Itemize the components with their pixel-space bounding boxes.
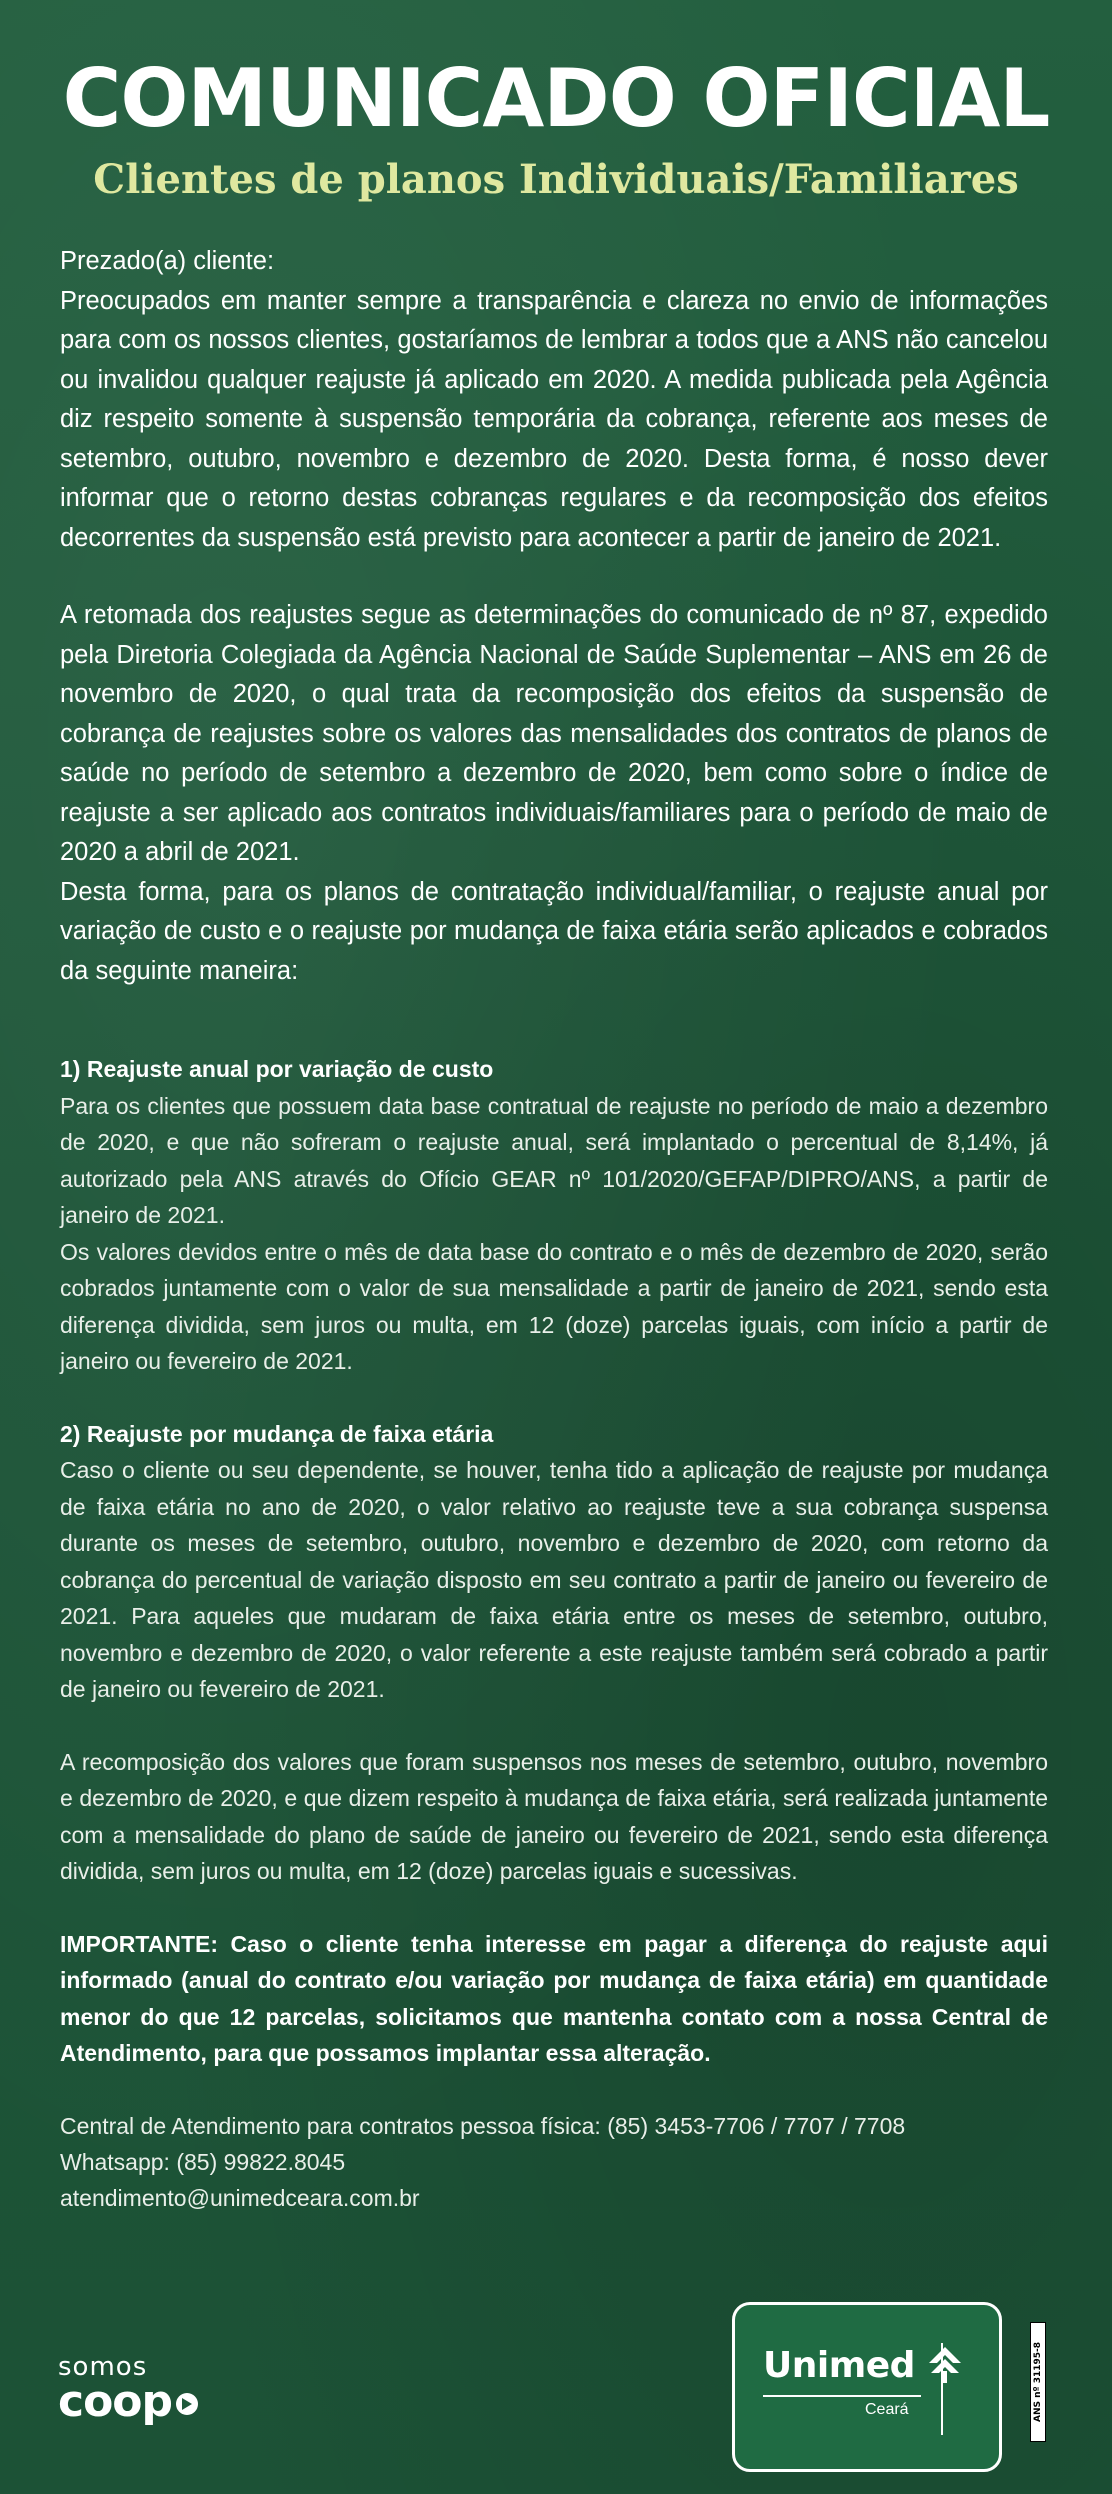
arrow-circle-icon: [176, 2393, 198, 2415]
section-2-heading: 2) Reajuste por mudança de faixa etária: [60, 1420, 494, 1447]
intro-paragraph-2: A retomada dos reajustes segue as determinações do comunicado de nº 87, expedido pela Diretoria Colegiada da Agência Nacional de Saúde Suplementar – ANS em 26 de novembro de 2020, o qual trata da recomposição dos efeitos da suspensão de cobrança de reajustes sobre os valores das mensalidades dos contratos de planos de saúde no período de setembro a dezembro de 2020, bem como sobre o índice de reajuste a ser aplicado aos contratos individuais/familiares para o período de maio de 2020 a abril de 2021.: [60, 601, 1048, 866]
ans-code: ANS nº 31195-8: [1033, 2341, 1043, 2423]
logo-vertical-divider: [941, 2343, 943, 2435]
ans-registration-badge: [1030, 2322, 1046, 2442]
contact-info: [60, 2108, 1048, 2216]
section-1-heading: 1) Reajuste anual por variação de custo: [60, 1056, 494, 1082]
content: [60, 242, 1048, 2216]
page-title: COMUNICADO OFICIAL: [62, 52, 1050, 145]
greeting: Prezado(a) cliente:: [60, 247, 275, 275]
contact-whatsapp: Whatsapp: (85) 99822.8045: [60, 2148, 346, 2175]
section-1-paragraph-1: Para os clientes que possuem data base contratual de reajuste no período de maio a dezembro de 2020, e que não sofreram o reajuste anual, será implantado o percentual de 8,14%, já autorizado pela ANS através do Ofício GEAR nº 101/2020/GEFAP/DIPRO/ANS, a partir de janeiro de 2021.: [60, 1092, 1048, 1228]
contact-phone: Central de Atendimento para contratos pessoa física: (85) 3453-7706 / 7707 / 7708: [60, 2112, 906, 2139]
section-1-paragraph-2: Os valores devidos entre o mês de data base do contrato e o mês de dezembro de 2020, serão cobrados juntamente com o valor de sua mensalidade a partir de janeiro de 2021, sendo esta diferença dividida, sem juros ou multa, em 12 (doze) parcelas iguais, com início a partir de janeiro ou fevereiro de 2021.: [60, 1238, 1048, 1374]
unimed-tree-icon: [925, 2345, 965, 2385]
section-2-paragraph-2: A recomposição dos valores que foram suspensos nos meses de setembro, outubro, novembro e dezembro de 2020, e que dizem respeito à mudança de faixa etária, será realizada juntamente com a mensalidade do plano de saúde de janeiro ou fevereiro de 2021, sendo esta diferença dividida, sem juros ou multa, em 12 (doze) parcelas iguais e sucessivas.: [60, 1748, 1048, 1884]
intro-paragraph-1: Preocupados em manter sempre a transparência e clareza no envio de informações para com os nossos clientes, gostaríamos de lembrar a todos que a ANS não cancelou ou invalidou qualquer reajuste já aplicado em 2020. A medida publicada pela Agência diz respeito somente à suspensão temporária da cobrança, referente aos meses de setembro, outubro, novembro e dezembro de 2020. Desta forma, é nosso dever informar que o retorno destas cobranças regulares e da recomposição dos efeitos decorrentes da suspensão está previsto para acontecer a partir de janeiro de 2021.: [60, 286, 1048, 552]
somos-text: somos: [58, 2352, 148, 2382]
section-2-paragraph-1: Caso o cliente ou seu dependente, se houver, tenha tido a aplicação de reajuste por mudança de faixa etária no ano de 2020, o valor relativo ao reajuste teve a sua cobrança suspensa durante os meses de setembro, outubro, novembro e dezembro de 2020, com retorno da cobrança do percentual de variação disposto em seu contrato a partir de janeiro ou fevereiro de 2021. Para aqueles que mudaram de faixa etária entre os meses de setembro, outubro, novembro e dezembro de 2020, o valor referente a este reajuste também será cobrado a partir de janeiro ou fevereiro de 2021.: [60, 1457, 1048, 1702]
page-subtitle: Clientes de planos Individuais/Familiares: [93, 156, 1019, 203]
unimed-logo: [732, 2302, 1002, 2472]
coop-text: coop: [58, 2376, 173, 2427]
sections: [60, 1051, 1048, 2072]
contact-email[interactable]: atendimento@unimedceara.com.br: [60, 2184, 420, 2211]
somos-coop-logo: [58, 2352, 218, 2432]
logo-divider: [763, 2395, 921, 2397]
intro: [60, 242, 1048, 991]
important-note: IMPORTANTE: Caso o cliente tenha interesse em pagar a diferença do reajuste aqui informado (anual do contrato e/ou variação por mudança de faixa etária) em quantidade menor do que 12 parcelas, solicitamos que mantenha contato com a nossa Central de Atendimento, para que possamos implantar essa alteração.: [60, 1930, 1048, 2066]
intro-paragraph-3: Desta forma, para os planos de contratação individual/familiar, o reajuste anual por variação de custo e o reajuste por mudança de faixa etária serão aplicados e cobrados da seguinte maneira:: [60, 877, 1048, 985]
unimed-region: Ceará: [865, 2401, 909, 2418]
unimed-wordmark: Unimed: [763, 2345, 915, 2386]
